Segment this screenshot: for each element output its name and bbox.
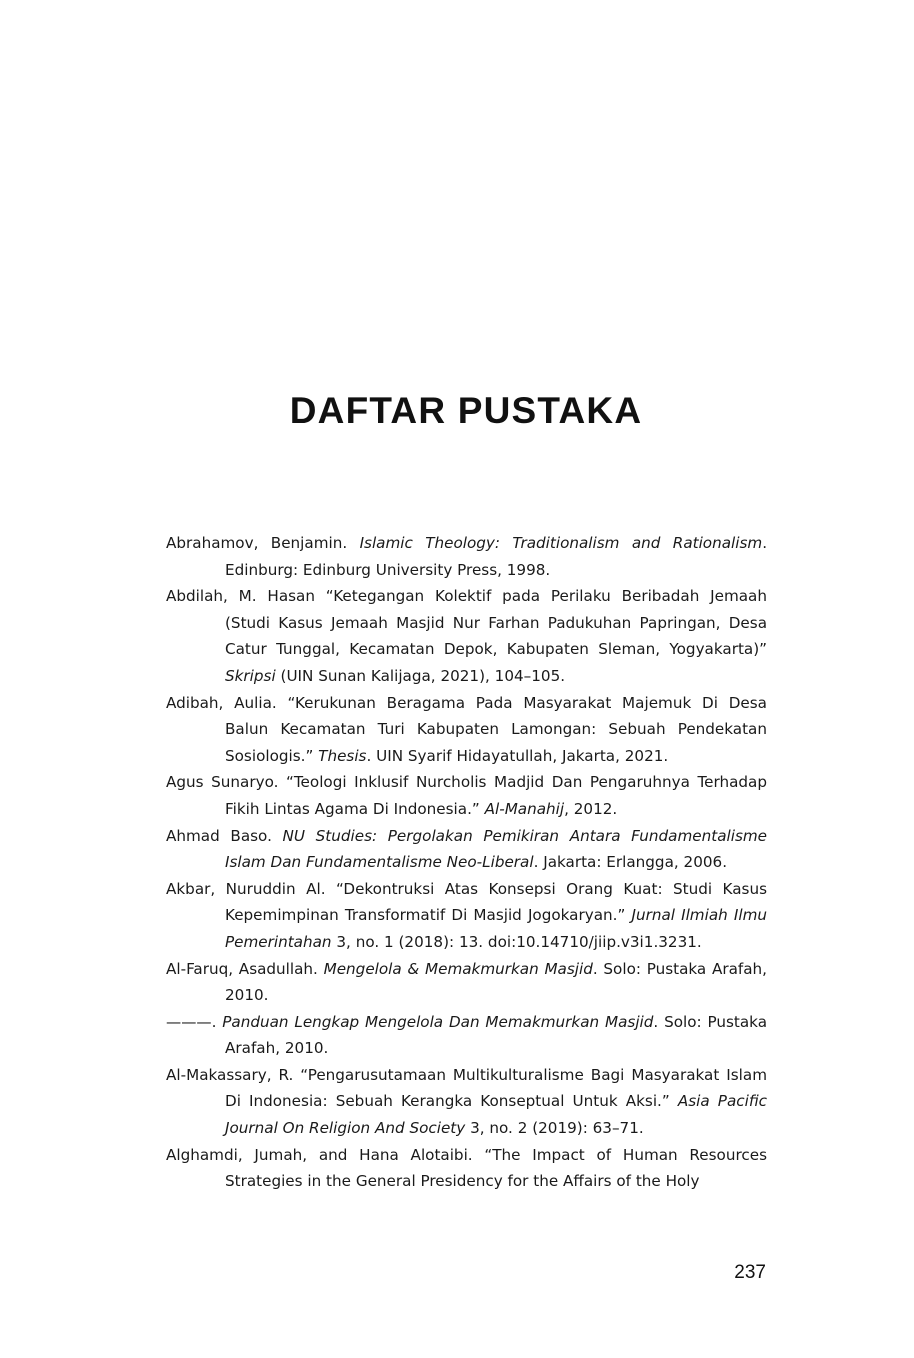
- reference-text: . Solo: Pustaka Arafah, 2010.: [225, 959, 767, 1005]
- reference-italic-title: Panduan Lengkap Mengelola Dan Memakmurkan Masjid: [222, 1012, 654, 1031]
- reference-text: Akbar, Nuruddin Al. “Dekontruksi Atas Konsepsi Orang Kuat: Studi Kasus Kepemimpinan Transformatif Di Masjid Jogokaryan.”: [166, 879, 767, 925]
- reference-text: Adibah, Aulia. “Kerukunan Beragama Pada Masyarakat Majemuk Di Desa Balun Kecamatan Turi Kabupaten Lamongan: Sebuah Pendekatan Sosiologis.”: [166, 693, 767, 765]
- page-number: 237: [734, 1262, 766, 1283]
- reference-entry: [166, 1062, 767, 1142]
- reference-entry: [166, 690, 767, 770]
- reference-italic-title: NU Studies: Pergolakan Pemikiran Antara Fundamentalisme Islam Dan Fundamentalisme Neo-Liberal: [225, 826, 768, 872]
- reference-text: ———.: [166, 1012, 223, 1031]
- reference-entry: [166, 876, 767, 956]
- reference-text: . Solo: Pustaka Arafah, 2010.: [225, 1012, 767, 1058]
- reference-text: , 2012.: [564, 799, 618, 818]
- reference-text: Abdilah, M. Hasan “Ketegangan Kolektif pada Perilaku Beribadah Jemaah (Studi Kasus Jemaah Masjid Nur Farhan Padukuhan Papringan, Desa Catur Tunggal, Kecamatan Depok, Kabupaten Sleman, Yogyakarta)”: [166, 587, 767, 659]
- reference-text: Ahmad Baso.: [166, 826, 283, 845]
- reference-list: [166, 530, 767, 1195]
- reference-entry: [166, 823, 767, 876]
- page-title: DAFTAR PUSTAKA: [289, 390, 643, 431]
- reference-italic-title: Mengelola & Memakmurkan Masjid: [323, 959, 593, 978]
- reference-text: (UIN Sunan Kalijaga, 2021), 104–105.: [275, 666, 566, 685]
- reference-text: . Edinburg: Edinburg University Press, 1998.: [225, 534, 768, 579]
- reference-entry: [166, 769, 767, 822]
- reference-entry: [166, 1009, 767, 1062]
- reference-entry: [166, 583, 767, 689]
- reference-text: Alghamdi, Jumah, and Hana Alotaibi. “The Impact of Human Resources Strategies in the General Presidency for the Affairs of the Holy: [166, 1145, 767, 1191]
- reference-text: . Jakarta: Erlangga, 2006.: [533, 853, 728, 872]
- reference-entry: [166, 1142, 767, 1195]
- reference-text: 3, no. 1 (2018): 13. doi:10.14710/jiip.v3i1.3231.: [331, 932, 702, 951]
- reference-italic-title: Jurnal Ilmiah Ilmu Pemerintahan: [225, 906, 768, 951]
- reference-text: Al-Makassary, R. “Pengarusutamaan Multikulturalisme Bagi Masyarakat Islam Di Indonesia: Sebuah Kerangka Konseptual Untuk Aksi.”: [166, 1065, 767, 1111]
- reference-text: Abrahamov, Benjamin.: [166, 534, 360, 552]
- reference-entry: [166, 956, 767, 1009]
- reference-italic-title: Skripsi: [225, 666, 276, 685]
- reference-italic-title: Islamic Theology: Traditionalism and Rationalism: [359, 534, 763, 552]
- reference-entry: [166, 530, 767, 583]
- reference-italic-title: Asia Pacific Journal On Religion And Society: [225, 1092, 768, 1138]
- reference-text: 3, no. 2 (2019): 63–71.: [465, 1119, 644, 1138]
- reference-italic-title: Al-Manahij: [484, 799, 565, 818]
- reference-text: . UIN Syarif Hidayatullah, Jakarta, 2021.: [366, 746, 669, 765]
- reference-italic-title: Thesis: [318, 746, 367, 765]
- reference-text: Al-Faruq, Asadullah.: [166, 959, 324, 978]
- reference-text: Agus Sunaryo. “Teologi Inklusif Nurcholis Madjid Dan Pengaruhnya Terhadap Fikih Lintas Agama Di Indonesia.”: [166, 773, 767, 818]
